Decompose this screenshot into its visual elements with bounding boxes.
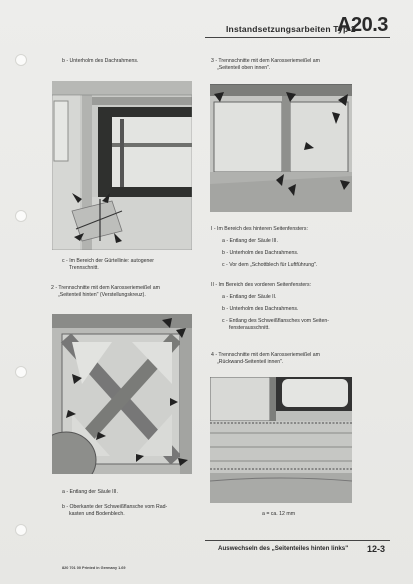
print-note: 820 701 00 Printed in Germany 1.69 [62, 566, 126, 570]
caption-list1-item-c: c - Vor dem „Schottblech für Luftführung". [222, 262, 318, 268]
photo-rear-wall-inner [210, 377, 352, 503]
punch-hole [15, 524, 27, 536]
caption-left-mid-line1: c - Im Bereich der Gürtellinie: autogener [62, 258, 154, 264]
header-title: Instandsetzungsarbeiten Typ 2 [226, 24, 356, 34]
caption-left-bottom-b-line1: b - Oberkante der Schweißflansche vom Rad- [62, 504, 168, 510]
section-code: A20.3 [337, 14, 388, 36]
punch-hole [15, 54, 27, 66]
caption-left-bottom-a: a - Entlang der Säule III. [62, 489, 118, 495]
caption-right-top-line1: 3 - Trennschnitte mit dem Karosseriemeißel am [211, 58, 320, 64]
caption-list1-item-b: b - Unterholm des Dachrahmens. [222, 250, 299, 256]
caption-list1-item-a: a - Entlang der Säule III. [222, 238, 278, 244]
caption-section2-line2: „Seitenteil hinten" (Verstellungskreuz). [58, 292, 146, 298]
caption-list1-heading: I - Im Bereich des hinteren Seitenfensters: [211, 226, 308, 232]
footer-rule [205, 540, 390, 541]
caption-section4-line1: 4 - Trennschnitte mit dem Karosseriemeißel am [211, 352, 320, 358]
photo-side-panel-window [52, 81, 192, 250]
caption-section2-line1: 2 - Trennschnitte mit dem Karosseriemeißel am [51, 285, 160, 291]
footer-title: Auswechseln des „Seitenteiles hinten links" [218, 545, 349, 552]
caption-list2-heading: II - Im Bereich des vorderen Seitenfensters: [211, 282, 312, 288]
caption-section4-line2: „Rückwand-Seitenteil innen". [217, 359, 284, 365]
caption-left-mid-line2: Trennschnitt. [69, 265, 99, 271]
punch-hole [15, 210, 27, 222]
caption-right-top-line2: „Seitenteil oben innen". [217, 65, 271, 71]
photo-side-panel-top-inner [210, 84, 352, 212]
caption-list2-item-a: a - Entlang der Säule II. [222, 294, 277, 300]
caption-left-top: b - Unterholm des Dachrahmens. [62, 58, 139, 64]
caption-list2-item-c-line2: fensterausschnitt. [229, 325, 270, 331]
page-number: 12-3 [367, 544, 386, 554]
caption-list2-item-b: b - Unterholm des Dachrahmens. [222, 306, 299, 312]
punch-hole [15, 366, 27, 378]
caption-left-bottom-b-line2: kasten und Bodenblech. [69, 511, 125, 517]
caption-dimension-note: a = ca. 12 mm [262, 511, 296, 517]
header-rule [205, 37, 390, 38]
caption-list2-item-c-line1: c - Entlang des Schweißflansches vom Seiten- [222, 318, 329, 324]
photo-side-panel-rear-cross [52, 314, 192, 474]
